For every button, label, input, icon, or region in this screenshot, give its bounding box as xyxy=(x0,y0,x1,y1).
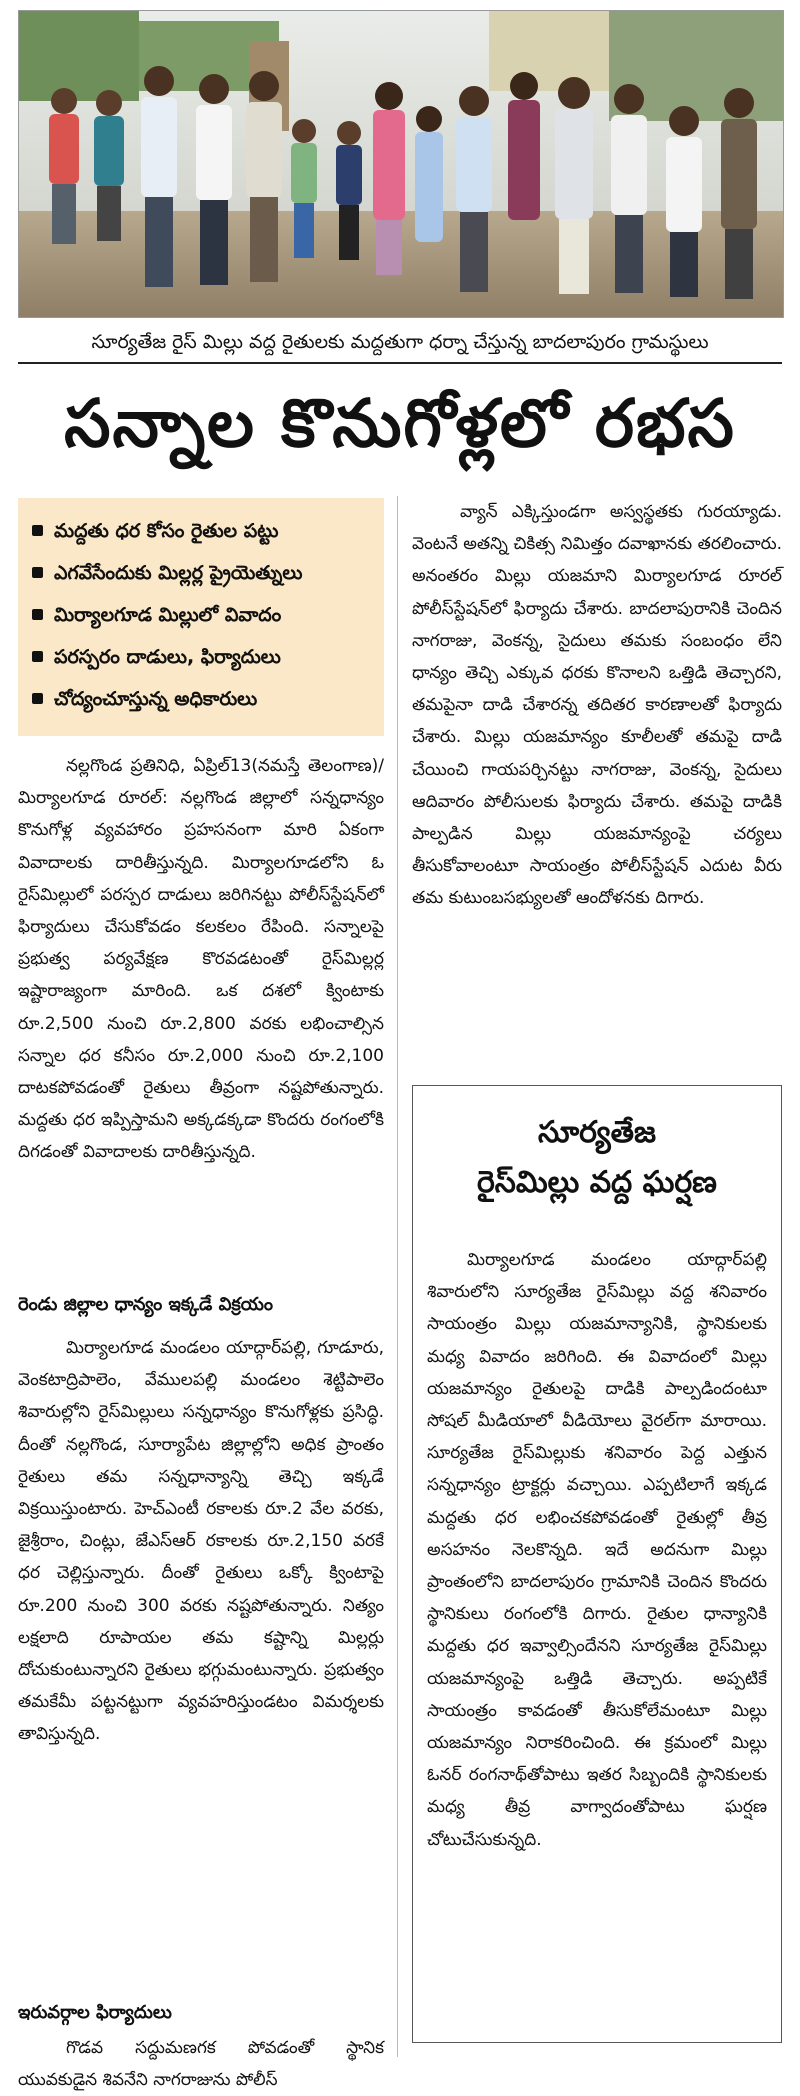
highlights-box xyxy=(18,498,384,736)
boxed-story-title xyxy=(413,1108,781,1208)
bullet-icon xyxy=(32,525,43,536)
highlight-item: చోద్యంచూస్తున్న అధికారులు xyxy=(28,678,374,720)
boxed-title-line-2: రైస్‌మిల్లు వద్ద ఘర్షణ xyxy=(477,1165,717,1200)
highlight-item: మద్దతు ధర కోసం రైతుల పట్టు xyxy=(28,510,374,552)
news-photo xyxy=(18,10,784,318)
boxed-story xyxy=(412,1085,782,2043)
bullet-icon xyxy=(32,567,43,578)
boxed-story-body: మిర్యాలగూడ మండలం యాద్గార్‌పల్లి శివారులోని సూర్యతేజ రైస్‌మిల్లు వద్ద శనివారం సాయంత్రం మిల్లు యజమాన్యానికి, స్థానికులకు మధ్య వివాదం జరిగింది. ఈ వివాదంలో మిల్లు యజమాన్యం రైతులపై దాడికి పాల్పడిందంటూ సోషల్ మీడియాలో వీడియోలు వైరల్‌గా మారాయి. సూర్యతేజ రైస్‌మిల్లుకు శనివారం పెద్ద ఎత్తున సన్నధాన్యం ట్రాక్టర్లు వచ్చాయి. ఎప్పటిలాగే ఇక్కడ మద్దతు ధర లభించకపోవడంతో రైతుల్లో తీవ్ర అసహనం నెలకొన్నది. ఇదే అదనుగా మిల్లు ప్రాంతంలోని బాదలాపురం గ్రామానికి చెందిన కొందరు స్థానికులు రంగంలోకి దిగారు. రైతుల ధాన్యానికి మద్దతు ధర ఇవ్వాల్సిందేనని సూర్యతేజ రైస్‌మిల్లు యజమాన్యంపై ఒత్తిడి తెచ్చారు. అప్పటికే సాయంత్రం కావడంతో తీసుకోలేమంటూ మిల్లు యజమాన్యం నిరాకరించింది. ఈ క్రమంలో మిల్లు ఓనర్ రంగనాథ్‌తోపాటు ఇతర సిబ్బందికి స్థానికులకు మధ్య తీవ్ర వాగ్వాదంతోపాటు ఘర్షణ చోటుచేసుకున్నది. xyxy=(427,1250,767,1850)
highlights-list xyxy=(28,510,374,720)
headline: సన్నాల కొనుగోళ్లలో రభస xyxy=(64,385,736,462)
subheading-1: రెండు జిల్లాల ధాన్యం ఇక్కడే విక్రయం xyxy=(18,1294,274,1315)
article-paragraph-2: మిర్యాలగూడ మండలం యాద్గార్‌పల్లి, గూడూరు, వెంకటాద్రిపాలెం, వేములపల్లి మండలం శెట్టిపాలెం శివారుల్లోని రైస్‌మిల్లులు సన్నధాన్యం కొనుగోళ్లకు ప్రసిద్ధి. దీంతో నల్లగొండ, సూర్యాపేట జిల్లాల్లోని అధిక ప్రాంతం రైతులు తమ సన్నధాన్యాన్ని తెచ్చి ఇక్కడే విక్రయిస్తుంటారు. హెచ్‌ఎంటీ రకాలకు రూ.2 వేల వరకు, జైశ్రీరాం, చింట్లు, జేఎస్‌ఆర్ రకాలకు రూ.2,150 వరకే ధర చెల్లిస్తున్నారు. దీంతో రైతులు ఒక్కో క్వింటాపై రూ.200 నుంచి 300 వరకు నష్టపోతున్నారు. నిత్యం లక్షలాది రూపాయల తమ కష్టాన్ని మిల్లర్లు దోచుకుంటున్నారని రైతులు భగ్గుమంటున్నారు. ప్రభుత్వం తమకేమీ పట్టనట్టుగా వ్యవహరిస్తుండటం విమర్శలకు తావిస్తున్నది. xyxy=(18,1338,384,1745)
article-paragraph-right: వ్యాన్ ఎక్కిస్తుండగా అస్వస్థతకు గురయ్యాడు. వెంటనే అతన్ని చికిత్స నిమిత్తం దవాఖానకు తరలించారు. అనంతరం మిల్లు యజమాని మిర్యాలగూడ రూరల్ పోలీస్‌స్టేషన్‌లో ఫిర్యాదు చేశారు. బాదలాపురానికి చెందిన నాగరాజు, వెంకన్న, సైదులు తమకు సంబంధం లేని ధాన్యం తెచ్చి ఎక్కువ ధరకు కొనాలని ఒత్తిడి తెచ్చారని, తమపైనా దాడి చేశారన్న తదితర కారణాలతో ఫిర్యాదు చేశారు. మిల్లు యజమాన్యం కూలీలతో తమపై దాడి చేయించి గాయపర్చినట్టు నాగరాజు, వెంకన్న, సైదులు ఆదివారం పోలీసులకు ఫిర్యాదు చేశారు. తమపై దాడికి పాల్పడిన మిల్లు యజమాన్యంపై చర్యలు తీసుకోవాలంటూ సాయంత్రం పోలీస్‌స్టేషన్ ఎదుట వీరు తమ కుటుంబసభ్యులతో ఆందోళనకు దిగారు. xyxy=(412,502,782,909)
column-divider xyxy=(397,496,398,2057)
bullet-icon xyxy=(32,651,43,662)
highlight-item: మిర్యాలగూడ మిల్లులో వివాదం xyxy=(28,594,374,636)
bullet-icon xyxy=(32,693,43,704)
highlight-item: ఎగవేసేందుకు మిల్లర్ల ప్రైయెత్నులు xyxy=(28,552,374,594)
boxed-title-line-1: సూర్యతేజ xyxy=(538,1115,656,1150)
highlight-item: పరస్పరం దాడులు, ఫిర్యాదులు xyxy=(28,636,374,678)
subheading-2: ఇరువర్గాల ఫిర్యాదులు xyxy=(18,2002,172,2023)
photo-caption: సూర్యతేజ రైస్ మిల్లు వద్ద రైతులకు మద్దతుగా ధర్నా చేస్తున్న బాదలాపురం గ్రామస్థులు xyxy=(18,322,782,364)
article-paragraph-3: గొడవ సద్దుమణగక పోవడంతో స్థానిక యువకుడైన శివనేని నాగరాజును పోలీస్ xyxy=(18,2038,384,2091)
article-paragraph-1: నల్లగొండ ప్రతినిధి, ఏప్రిల్13(నమస్తే తెలంగాణ)/మిర్యాలగూడ రూరల్: నల్లగొండ జిల్లాలో సన్నధాన్యం కొనుగోళ్ల వ్యవహారం ప్రహసనంగా మారి ఏకంగా వివాదాలకు దారితీస్తున్నది. మిర్యాలగూడలోని ఓ రైస్‌మిల్లులో పరస్పర దాడులు జరిగినట్టు పోలీస్‌స్టేషన్‌లో ఫిర్యాదులు చేసుకోవడం కలకలం రేపింది. సన్నాలపై ప్రభుత్వ పర్యవేక్షణ కొరవడటంతో రైస్‌మిల్లర్ల ఇష్టారాజ్యంగా మారింది. ఒక దశలో క్వింటాకు రూ.2,500 నుంచి రూ.2,800 వరకు లభించాల్సిన సన్నాల ధర కనీసం రూ.2,000 నుంచి రూ.2,100 దాటకపోవడంతో రైతులు తీవ్రంగా నష్టపోతున్నారు. మద్దతు ధర ఇప్పిస్తామని అక్కడక్కడా కొందరు రంగంలోకి దిగడంతో వివాదాలకు దారితీస్తున్నది. xyxy=(18,756,384,1163)
crowd-photo-image xyxy=(19,11,783,317)
bullet-icon xyxy=(32,609,43,620)
